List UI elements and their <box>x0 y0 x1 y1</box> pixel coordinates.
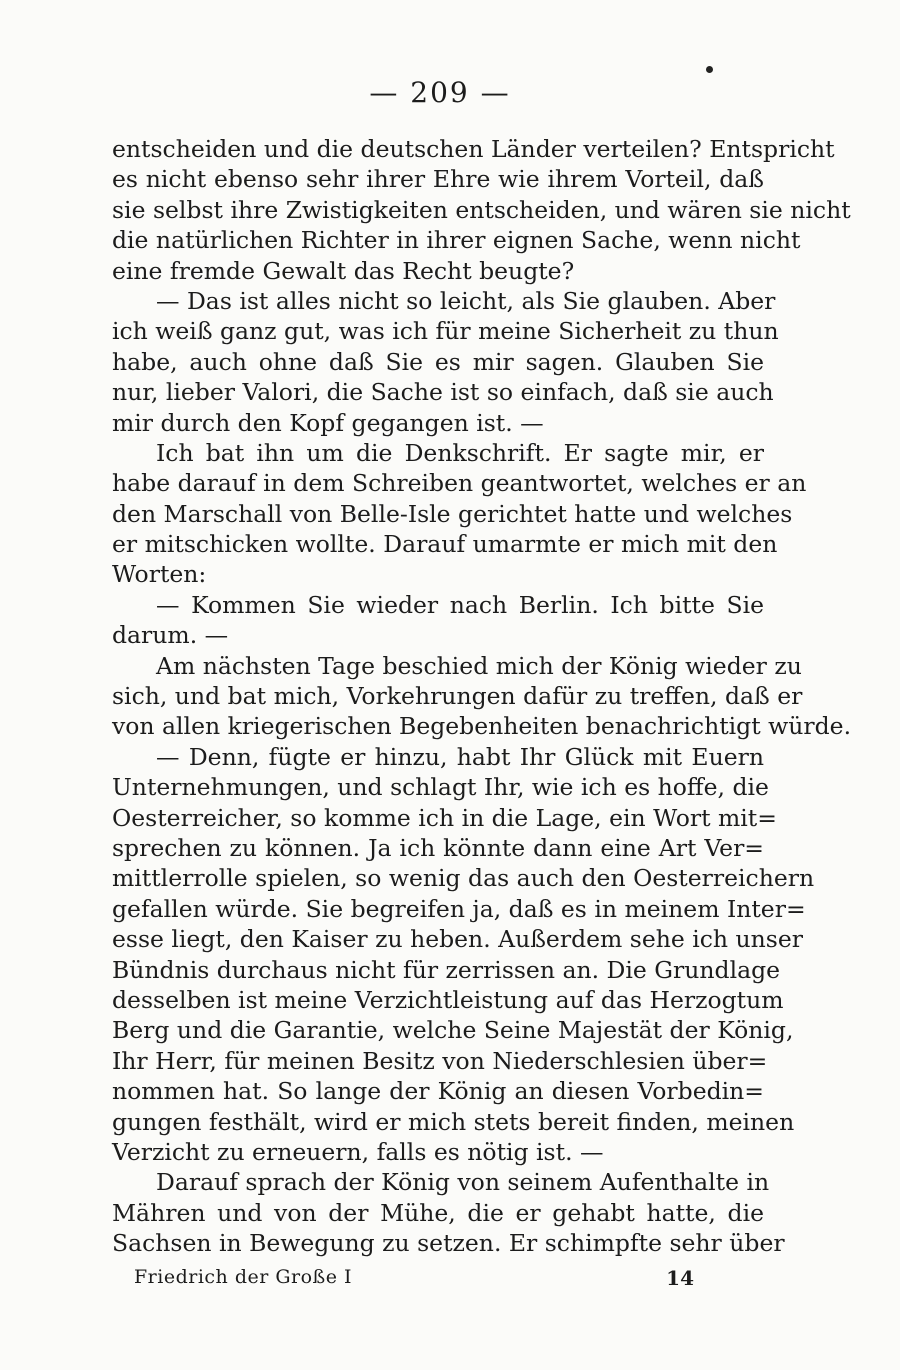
text-line: sich, und bat mich, Vorkehrungen dafür zu treffen, daß er <box>112 682 803 711</box>
page-footer <box>134 1266 694 1298</box>
text-line: — Denn, fügte er hinzu, habt Ihr Glück mit Euern <box>156 742 764 771</box>
text-line: mir durch den Kopf gegangen ist. — <box>112 408 544 437</box>
text-line: sprechen zu können. Ja ich könnte dann eine Art Ver= <box>112 833 764 862</box>
text-line: nur, lieber Valori, die Sache ist so einfach, daß sie auch <box>112 378 774 407</box>
text-line: mittlerrolle spielen, so wenig das auch den Oesterreichern <box>112 864 815 893</box>
text-line: Unternehmungen, und schlagt Ihr, wie ich es hoffe, die <box>112 773 769 802</box>
text-line: gungen festhält, wird er mich stets bereit finden, meinen <box>112 1107 795 1136</box>
text-line: Verzicht zu erneuern, falls es nötig ist. — <box>112 1137 604 1166</box>
text-line: es nicht ebenso sehr ihrer Ehre wie ihrem Vorteil, daß <box>112 165 764 194</box>
sheet-number: 14 <box>666 1266 694 1290</box>
text-line: den Marschall von Belle-Isle gerichtet hatte und welches <box>112 499 793 528</box>
text-line: Sachsen in Bewegung zu setzen. Er schimpfte sehr über <box>112 1229 785 1258</box>
text-line: Oesterreicher, so komme ich in die Lage, ein Wort mit= <box>112 803 777 832</box>
text-line: Berg und die Garantie, welche Seine Majestät der König, <box>112 1016 794 1045</box>
text-line: sie selbst ihre Zwistigkeiten entscheiden, und wären sie nicht <box>112 195 851 224</box>
text-line: nommen hat. So lange der König an diesen Vorbedin= <box>112 1077 764 1106</box>
text-line: darum. — <box>112 621 229 650</box>
text-line: Ihr Herr, für meinen Besitz von Niederschlesien über= <box>112 1046 768 1075</box>
text-line: Am nächsten Tage beschied mich der König wieder zu <box>156 651 802 680</box>
text-line: gefallen würde. Sie begreifen ja, daß es in meinem Inter= <box>112 894 806 923</box>
text-line: entscheiden und die deutschen Länder verteilen? Entspricht <box>112 135 835 163</box>
text-line: von allen kriegerischen Begebenheiten benachrichtigt würde. <box>112 712 852 741</box>
body-text <box>112 134 852 1258</box>
text-line: — Das ist alles nicht so leicht, als Sie glauben. Aber <box>156 286 776 315</box>
text-line: die natürlichen Richter in ihrer eignen Sache, wenn nicht <box>112 226 801 255</box>
text-line: eine fremde Gewalt das Recht beugte? <box>112 256 575 285</box>
text-line: Bündnis durchaus nicht für zerrissen an. Die Grundlage <box>112 955 781 984</box>
page-number: — 209 — <box>369 76 511 109</box>
text-line: habe darauf in dem Schreiben geantwortet, welches er an <box>112 469 807 498</box>
text-line: esse liegt, den Kaiser zu heben. Außerdem sehe ich unser <box>112 925 804 954</box>
text-line: er mitschicken wollte. Darauf umarmte er mich mit den <box>112 530 778 559</box>
ink-speck <box>706 66 713 73</box>
text-line: Darauf sprach der König von seinem Aufenthalte in <box>156 1168 770 1197</box>
text-line: Mähren und von der Mühe, die er gehabt hatte, die <box>112 1198 764 1227</box>
text-line: Ich bat ihn um die Denkschrift. Er sagte mir, er <box>156 438 764 467</box>
text-line: ich weiß ganz gut, was ich für meine Sicherheit zu thun <box>112 317 779 346</box>
text-line: habe, auch ohne daß Sie es mir sagen. Glauben Sie <box>112 347 764 376</box>
text-line: — Kommen Sie wieder nach Berlin. Ich bitte Sie <box>156 590 764 619</box>
sheet-signature: Friedrich der Große I <box>134 1266 353 1288</box>
text-line: Worten: <box>112 560 207 589</box>
text-line: desselben ist meine Verzichtleistung auf das Herzogtum <box>112 985 784 1014</box>
